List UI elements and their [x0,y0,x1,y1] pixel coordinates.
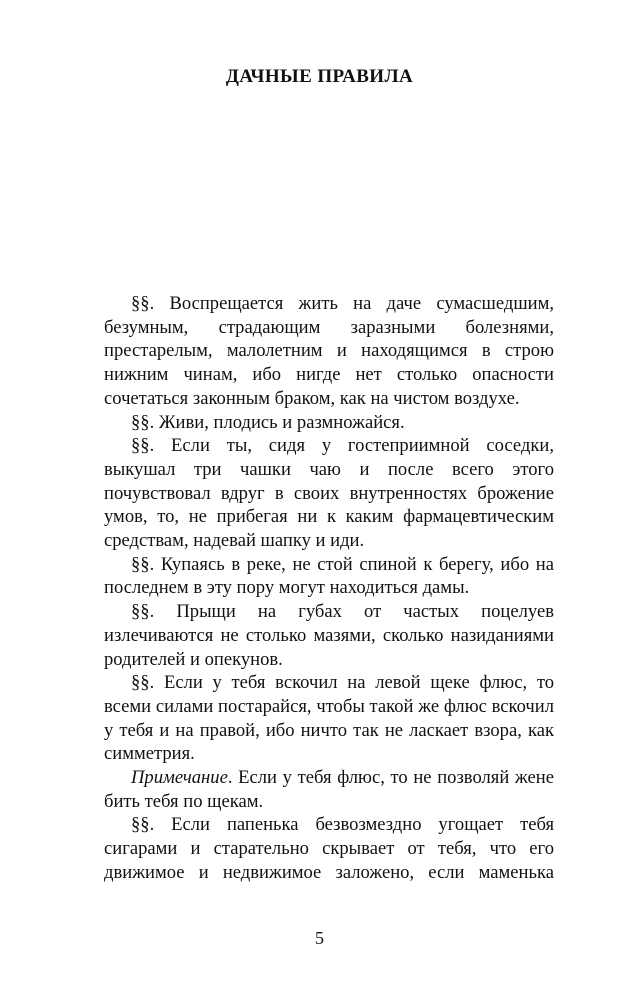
rule-paragraph: §§. Живи, плодись и размножайся. [131,411,405,433]
page-number: 5 [315,928,324,948]
rule-paragraph-continued: §§. Если папенька безвозмездно угощает тебя сигарами и старательно скрывает от тебя, что его движимое и недвижимое заложено, если маменька [104,814,554,883]
rule-paragraph: §§. Если ты, сидя у гостеприимной соседки, выкушал три чашки чаю и после всего этого почувствовал вдруг в своих внутренностях брожение умов, то, не прибегая ни к каким фармацевтическим средствам, надевай шапку и иди. [104,435,554,552]
rule-paragraph: §§. Воспрещается жить на даче сумасшедшим, безумным, страдающим заразными болезнями, престарелым, малолетним и находящимся в строю нижним чинам, ибо нигде нет столько опасности сочетаться законным браком, как на чистом воздухе. [104,293,554,409]
note-label: Примечание [131,767,228,789]
rule-paragraph: §§. Купаясь в реке, не стой спиной к берегу, ибо на последнем в эту пору могут находиться дамы. [104,553,554,599]
rule-paragraph: §§. Если у тебя вскочил на левой щеке флюс, то всеми силами постарайся, чтобы такой же флюс вскочил у тебя и на правой, ибо ничто так не ласкает взора, как симметрия. [104,672,554,765]
note-text: . Если у тебя флюс, то не позволяй жене бить тебя по щекам. [104,767,554,812]
note-paragraph [104,766,554,813]
chapter-title: ДАЧНЫЕ ПРАВИЛА [225,66,414,87]
rule-paragraph: §§. Прыщи на губах от частых поцелуев излечиваются не столько мазями, сколько назиданиями родителей и опекунов. [104,601,554,670]
body-text [104,292,554,885]
